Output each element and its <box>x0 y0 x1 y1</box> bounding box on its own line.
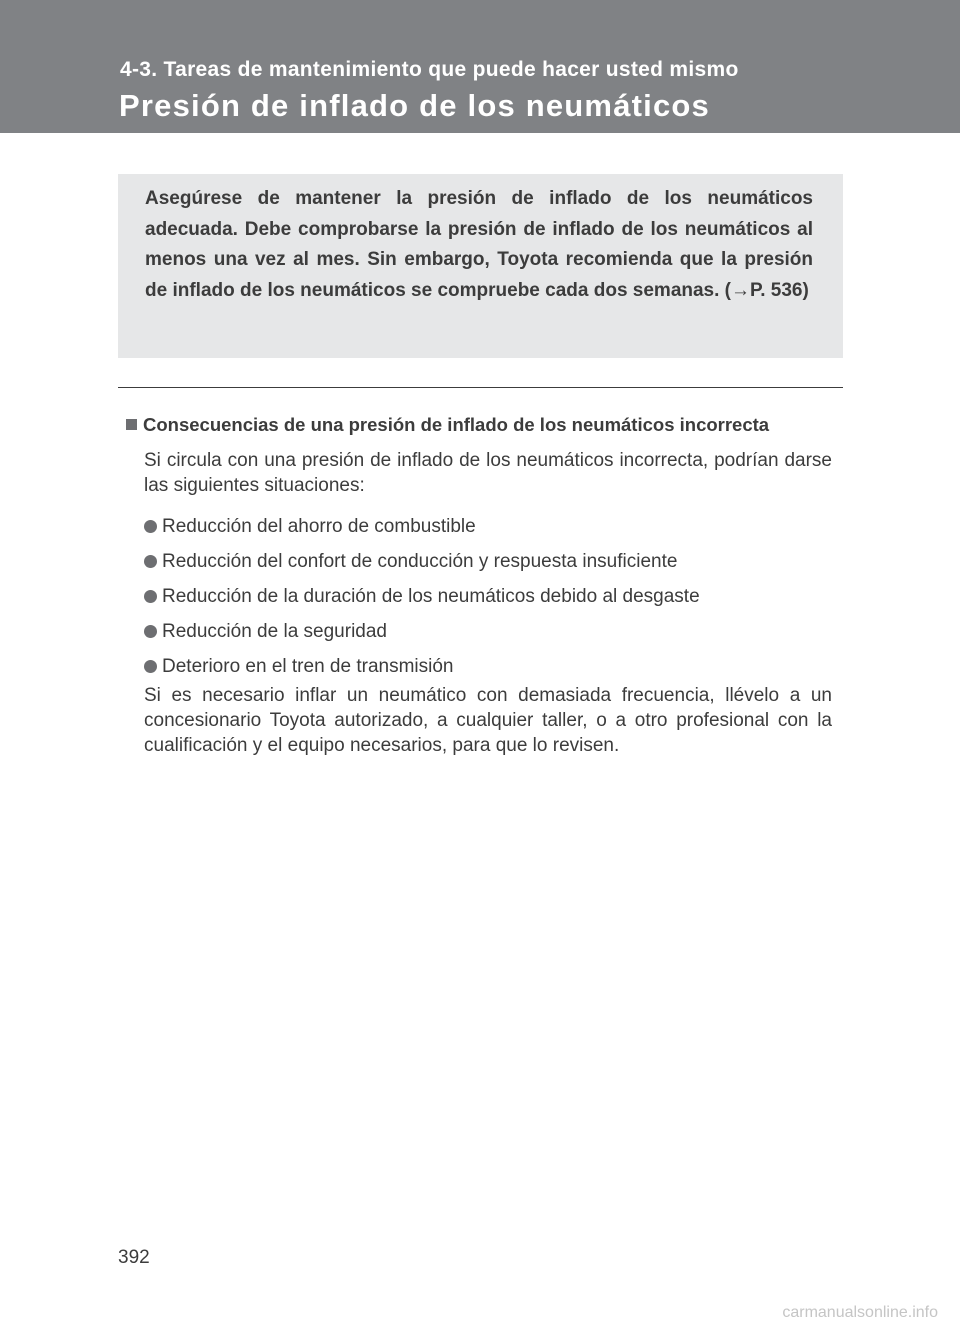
list-item <box>144 579 700 614</box>
circle-bullet-icon <box>144 625 157 638</box>
circle-bullet-icon <box>144 660 157 673</box>
page-number: 392 <box>118 1247 150 1268</box>
circle-bullet-icon <box>144 520 157 533</box>
consequence-list <box>144 509 700 684</box>
section-heading-text: Consecuencias de una presión de inflado de los neumáticos incorrecta <box>143 414 770 435</box>
section-intro-paragraph: Si circula con una presión de inflado de los neumáticos incorrecta, podrían darse las siguientes situaciones: <box>144 450 832 496</box>
section-label: 4-3. Tareas de mantenimiento que puede hacer usted mismo <box>120 58 739 81</box>
page-title: Presión de inflado de los neumáticos <box>119 88 710 123</box>
chapter-header <box>0 0 960 133</box>
divider <box>118 387 843 388</box>
closing-paragraph: Si es necesario inflar un neumático con demasiada frecuencia, llévelo a un concesionario Toyota autorizado, a cualquier taller, o a otro profesional con la cualificación y el equipo necesarios, para que lo revisen. <box>144 685 832 756</box>
square-bullet-icon <box>126 419 137 430</box>
list-item-text: Reducción de la seguridad <box>162 620 387 642</box>
list-item <box>144 544 700 579</box>
list-item <box>144 614 700 649</box>
list-item-text: Reducción del confort de conducción y respuesta insuficiente <box>162 550 678 572</box>
list-item <box>144 649 700 684</box>
list-item-text: Reducción del ahorro de combustible <box>162 515 476 537</box>
circle-bullet-icon <box>144 590 157 603</box>
section-heading <box>126 414 769 436</box>
list-item <box>144 509 700 544</box>
list-item-text: Deterioro en el tren de transmisión <box>162 655 454 677</box>
list-item-text: Reducción de la duración de los neumáticos debido al desgaste <box>162 585 700 607</box>
watermark: carmanualsonline.info <box>782 1304 938 1321</box>
circle-bullet-icon <box>144 555 157 568</box>
intro-text: Asegúrese de mantener la presión de inflado de los neumáticos adecuada. Debe comprobarse la presión de inflado de los neumáticos al menos una vez al mes. Sin embargo, Toyota recomienda que la presión de inflado de los neumáticos se compruebe cada dos semanas. (→P. 536) <box>145 188 813 301</box>
intro-box <box>118 174 843 358</box>
